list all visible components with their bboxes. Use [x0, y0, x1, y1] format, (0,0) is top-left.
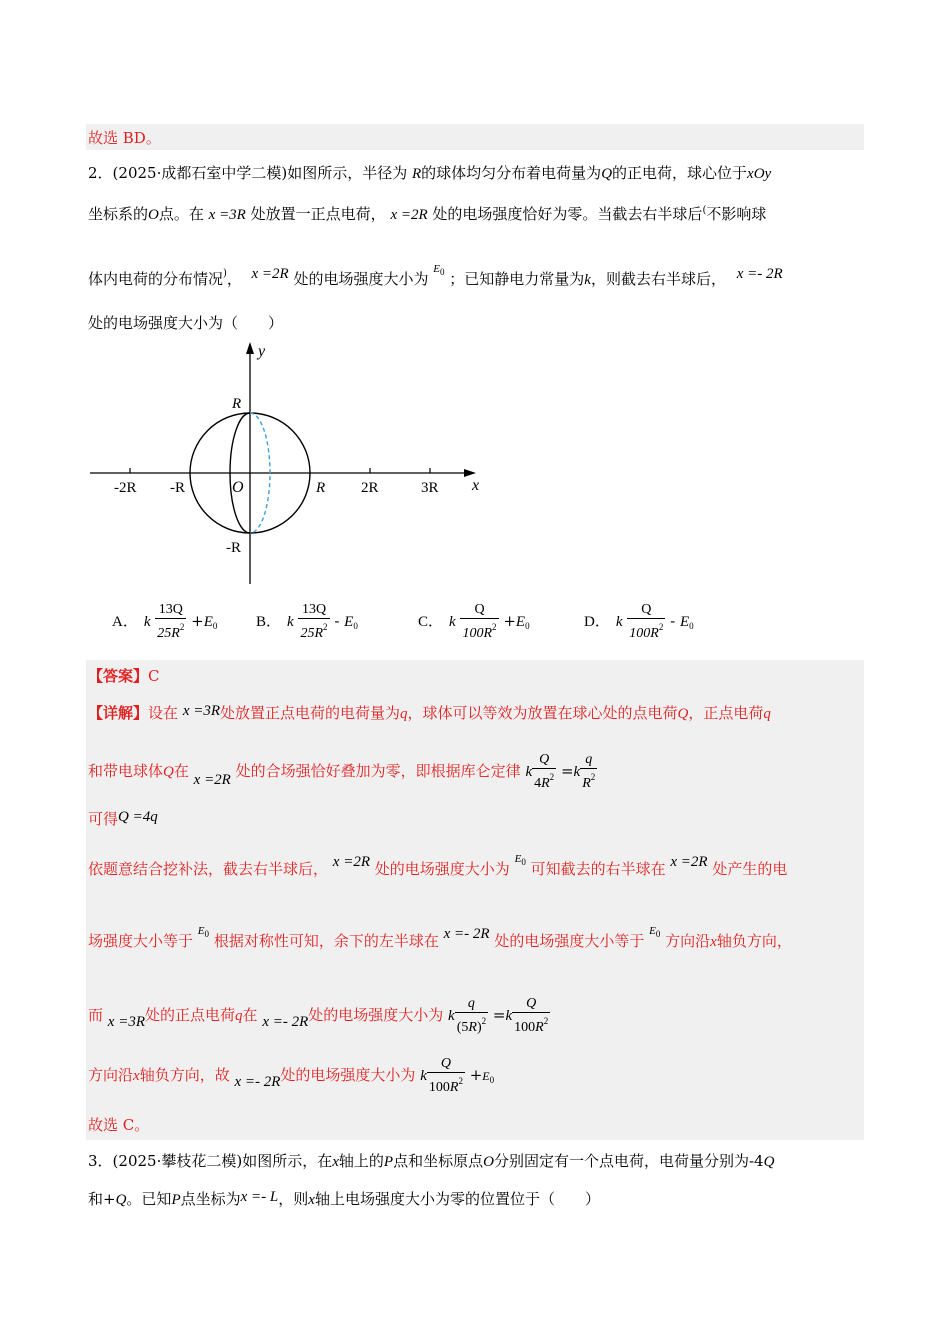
detail-line-5: 场强度大小等于 $^{E_0}$ 根据对称性可知，余下的左半球在 x =- 2R 处的电场强度大小等于 $^{E_0}$ 方向沿x轴负方向， [88, 925, 792, 950]
detail-line-1: 【详解】设在 x =3R处放置正点电荷的电荷量为q，球体可以等效为放置在球心处的点电荷Q，正点电荷q [88, 703, 771, 722]
q2-line-2: 坐标系的O点。在 x =3R 处放置一正点电荷， x =2R 处的电场强度恰好为零。当截去右半球后(不影响球 [88, 205, 767, 223]
prev-answer: 故选 BD。 [88, 129, 161, 147]
result-equation: k $\frac{Q}{100R^2}$ $+E_0$ [420, 1056, 495, 1095]
q3-line-2: 和+Q。已知P点坐标为x =- L，则x轴上电场强度大小为零的位置位于（ ） [88, 1189, 600, 1208]
detail-line-7: 方向沿x轴负方向，故 x =- 2R处的电场强度大小为 k $\frac{Q}{100R^2}$ $+E_0$ [88, 1056, 495, 1095]
tick-label-neg2R: -2R [114, 480, 137, 496]
y-bottom-label: -R [226, 540, 241, 556]
coulomb-equation: k $\frac{Q}{4R^2}$ =k $\frac{q}{R^2}$ [525, 752, 596, 791]
prev-answer-band [86, 124, 864, 150]
option-a[interactable]: A． k $\frac{13Q}{25R^2}$ $+E_0$ [112, 602, 218, 641]
q3-line-1: 3．(2025·攀枝花二模)如图所示，在x轴上的P点和坐标原点O分别固定有一个点电荷，电荷量分别为-4Q [88, 1152, 775, 1170]
option-d[interactable]: D． k $\frac{Q}{100R^2}$ - $E_0$ [584, 602, 694, 641]
y-axis-label: y [258, 343, 266, 360]
field-equation: k $\frac{q}{(5R)^2}$ =k $\frac{Q}{100R^2}$ [448, 996, 549, 1035]
option-c[interactable]: C． k $\frac{Q}{100R^2}$ $+E_0$ [418, 602, 530, 641]
detail-line-2: 和带电球体Q在 x =2R 处的合场强恰好叠加为零，即根据库仑定律 k $\frac{Q}{4R^2}$ =k $\frac{q}{R^2}$ [88, 752, 596, 791]
x-axis-label: x [472, 477, 480, 494]
detail-line-3: 可得Q =4q [88, 809, 158, 828]
tick-label-negR: -R [170, 480, 185, 496]
origin-label: O [232, 479, 244, 496]
detail-line-4: 依题意结合挖补法，截去右半球后， x =2R 处的电场强度大小为 $^{E_0}$ 可知截去的右半球在 x =2R 处产生的电 [88, 853, 788, 878]
detail-line-6: 而 x =3R处的正点电荷q在 x =- 2R处的电场强度大小为 k $\frac{q}{(5R)^2}$ =k $\frac{Q}{100R^2}$ [88, 996, 549, 1035]
detail-end: 故选 C。 [88, 1116, 150, 1134]
q2-line-1: 2．(2025·成都石室中学二模)如图所示，半径为 R的球体均匀分布着电荷量为Q的正电荷，球心位于xOy [88, 164, 772, 182]
y-top-label: R [232, 396, 242, 412]
answer-line: 【答案】C [88, 667, 160, 685]
tick-label-R: R [316, 480, 326, 496]
sphere-figure [80, 338, 500, 588]
q2-line-4: 处的电场强度大小为（ ） [88, 314, 284, 332]
q2-line-3: 体内电荷的分布情况)， x =2R 处的电场强度大小为 $^{E_0}$ ；已知静电力常量为k，则截去右半球后， x =- 2R [88, 263, 783, 288]
tick-label-3R: 3R [421, 480, 439, 496]
tick-label-2R: 2R [361, 480, 379, 496]
option-b[interactable]: B． k $\frac{13Q}{25R^2}$ - $E_0$ [256, 602, 358, 641]
